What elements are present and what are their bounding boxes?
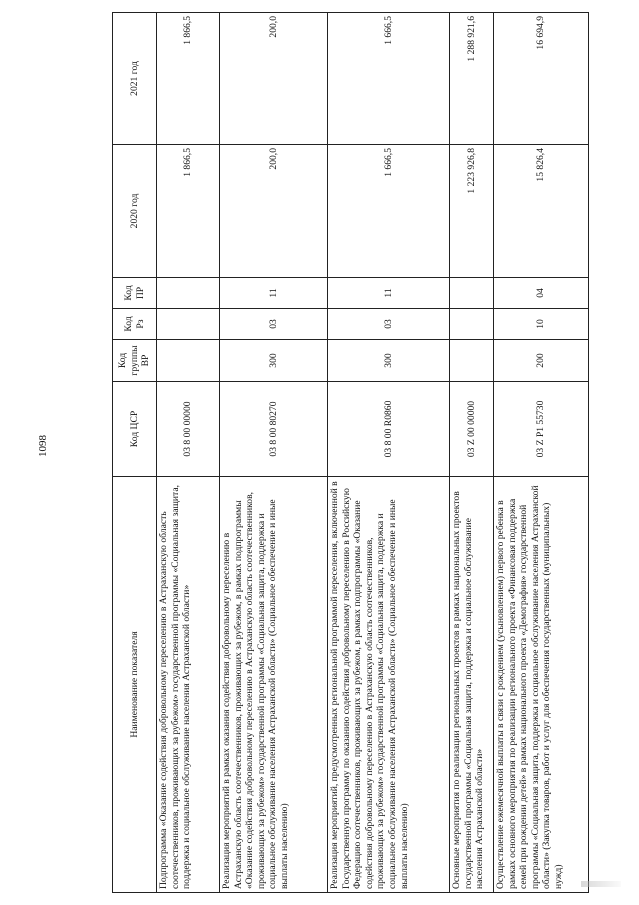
row-2021: 200,0 bbox=[220, 13, 328, 145]
table-row bbox=[450, 13, 494, 893]
row-2020: 1 866,5 bbox=[157, 145, 220, 278]
table-row bbox=[157, 13, 220, 893]
row-csr: 03 8 00 00000 bbox=[157, 382, 220, 477]
row-csr: 03 Z 00 00000 bbox=[450, 382, 494, 477]
row-vr: 300 bbox=[220, 340, 328, 382]
page-number: 1098 bbox=[37, 435, 49, 457]
rotated-page bbox=[112, 13, 564, 893]
row-pr bbox=[157, 278, 220, 309]
row-csr: 03 Z P1 55730 bbox=[494, 382, 589, 477]
row-pr: 11 bbox=[220, 278, 328, 309]
row-name: Подпрограмма «Оказание содействия добровольному переселению в Астраханскую область соотечественников, проживающих за рубежом» государственной программы «Социальная защита, поддержка и социальное обслуживание населения Астраханской области» bbox=[157, 477, 220, 893]
row-2021: 1 866,5 bbox=[157, 13, 220, 145]
header-csr: Код ЦСР bbox=[113, 382, 157, 477]
row-2020: 1 666,5 bbox=[328, 145, 450, 278]
header-name: Наименование показателя bbox=[113, 477, 157, 893]
header-rz: Код Рз bbox=[113, 309, 157, 340]
row-pr: 11 bbox=[328, 278, 450, 309]
row-csr: 03 8 00 R0860 bbox=[328, 382, 450, 477]
row-csr: 03 8 00 80270 bbox=[220, 382, 328, 477]
row-rz: 10 bbox=[494, 309, 589, 340]
row-2021: 16 694,9 bbox=[494, 13, 589, 145]
budget-table bbox=[112, 12, 589, 893]
table-row bbox=[220, 13, 328, 893]
row-rz bbox=[450, 309, 494, 340]
row-vr: 200 bbox=[494, 340, 589, 382]
row-2021: 1 666,5 bbox=[328, 13, 450, 145]
header-2020: 2020 год bbox=[113, 145, 157, 278]
row-vr: 300 bbox=[328, 340, 450, 382]
header-row bbox=[113, 13, 157, 893]
scan-artifact bbox=[581, 881, 621, 887]
row-2020: 200,0 bbox=[220, 145, 328, 278]
row-2020: 1 223 926,8 bbox=[450, 145, 494, 278]
table-row bbox=[494, 13, 589, 893]
row-name: Осуществление ежемесячной выплаты в связи с рождением (усыновлением) первого ребенка в рамках основного мероприятия по реализации регионального проекта «Финансовая поддержка семей при рождении детей» в рамках национального проекта «Демография» государственной программы «Социальная защита, поддержка и социальное обслуживание населения Астраханской области» (Закупка товаров, работ и услуг для обеспечения государственных (муниципальных) нужд) bbox=[494, 477, 589, 893]
row-vr bbox=[450, 340, 494, 382]
header-vr: Код группы ВР bbox=[113, 340, 157, 382]
row-name: Реализация мероприятий, предусмотренных региональной программой переселения, включенной в Государственную программу по оказанию содействия добровольному переселению в Российскую Федерацию соотечественников, проживающих за рубежом, в рамках подпрограммы «Оказание содействия добровольному переселению в Астраханскую область соотечественников, проживающих за рубежом» государственной программы «Социальная защита, поддержка и социальное обслуживание населения Астраханской области» (Социальное обеспечение и иные выплаты населению) bbox=[328, 477, 450, 893]
row-rz: 03 bbox=[328, 309, 450, 340]
row-name: Реализация мероприятий в рамках оказания содействия добровольному переселению в Астраханскую область соотечественников, проживающих за рубежом, в рамках подпрограммы «Оказание содействия добровольному переселению в Астраханскую область соотечественников, проживающих за рубежом» государственной программы «Социальная защита, поддержка и социальное обслуживание населения Астраханской области» (Социальное обеспечение и иные выплаты населению) bbox=[220, 477, 328, 893]
row-vr bbox=[157, 340, 220, 382]
row-2020: 15 826,4 bbox=[494, 145, 589, 278]
row-pr: 04 bbox=[494, 278, 589, 309]
header-2021: 2021 год bbox=[113, 13, 157, 145]
row-2021: 1 288 921,6 bbox=[450, 13, 494, 145]
row-rz: 03 bbox=[220, 309, 328, 340]
row-pr bbox=[450, 278, 494, 309]
header-pr: Код ПР bbox=[113, 278, 157, 309]
row-name: Основные мероприятия по реализации региональных проектов в рамках национальных проектов государственной программы «Социальная защита, поддержка и социальное обслуживание населения Астраханской области» bbox=[450, 477, 494, 893]
row-rz bbox=[157, 309, 220, 340]
table-row bbox=[328, 13, 450, 893]
